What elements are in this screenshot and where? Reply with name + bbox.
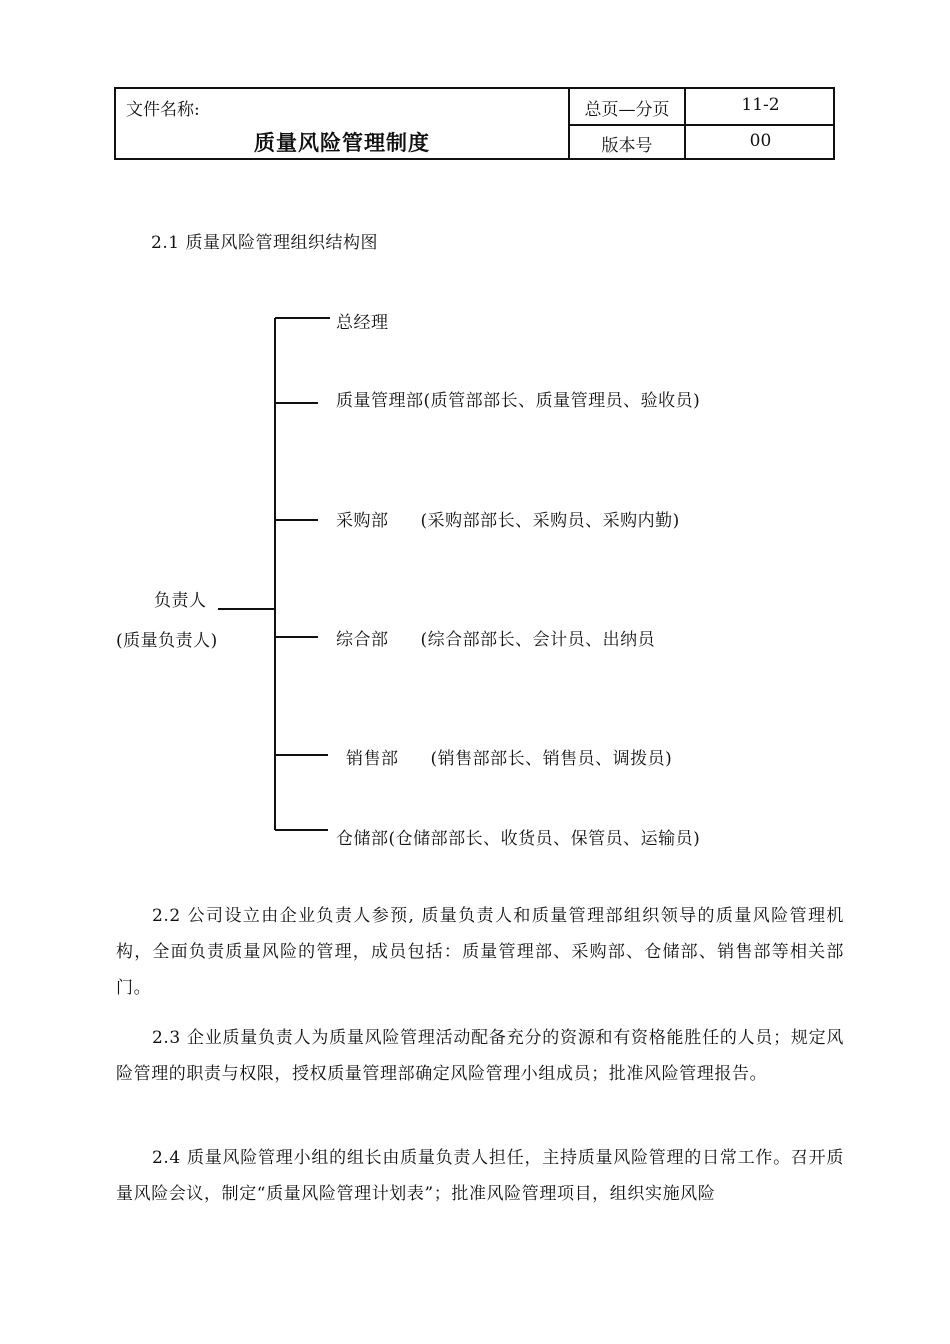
org-branch-label: 质量管理部: [336, 391, 424, 411]
page-value: 11-2: [741, 95, 780, 115]
section-heading: 2.1 质量风险管理组织结构图: [151, 233, 378, 253]
file-name-label: 文件名称:: [126, 100, 200, 120]
org-branch-general-affairs-dept: [336, 625, 655, 650]
org-branch-general-manager: [336, 308, 389, 333]
org-branch-label: 综合部: [336, 630, 389, 650]
org-branch-detail: (销售部部长、销售员、调拨员): [430, 749, 673, 769]
org-branch-detail: (综合部部长、会计员、出纳员: [420, 630, 656, 650]
version-value: 00: [749, 131, 772, 151]
paragraph-2-3: 2.3 企业质量负责人为质量风险管理活动配备充分的资源和有资格能胜任的人员；规定风险管理的职责与权限，授权质量管理部确定风险管理小组成员；批准风险管理报告。: [116, 1028, 844, 1084]
org-branch-detail: (采购部部长、采购员、采购内勤): [420, 511, 680, 531]
paragraph-2-4: 2.4 质量风险管理小组的组长由质量负责人担任，主持质量风险管理的日常工作。召开质量风险会议，制定“质量风险管理计划表”；批准风险管理项目，组织实施风险: [116, 1148, 844, 1204]
org-branch-label: 采购部: [336, 511, 389, 531]
document-title: 质量风险管理制度: [254, 131, 430, 155]
version-label: 版本号: [601, 136, 653, 156]
org-branch-label: 销售部: [346, 749, 399, 769]
org-root-title: 负责人: [154, 591, 207, 611]
org-branch-label: 仓储部: [336, 829, 389, 849]
org-branch-label: 总经理: [336, 313, 389, 333]
org-branch-detail: (仓储部部长、收货员、保管员、运输员): [388, 829, 701, 849]
org-branch-purchasing-dept: [336, 506, 680, 531]
paragraph-2-2: 2.2 公司设立由企业负责人参预, 质量负责人和质量管理部组织领导的质量风险管理机构，全面负责质量风险的管理，成员包括：质量管理部、采购部、仓储部、销售部等相关部门。: [116, 906, 844, 998]
page-label: 总页—分页: [584, 100, 670, 120]
org-branch-warehouse-dept: [336, 824, 700, 849]
org-branch-detail: (质管部部长、质量管理员、验收员): [423, 391, 701, 411]
org-branch-sales-dept: [346, 744, 672, 769]
org-branch-quality-dept: [336, 386, 700, 411]
org-root-subtitle: (质量负责人): [116, 631, 218, 651]
